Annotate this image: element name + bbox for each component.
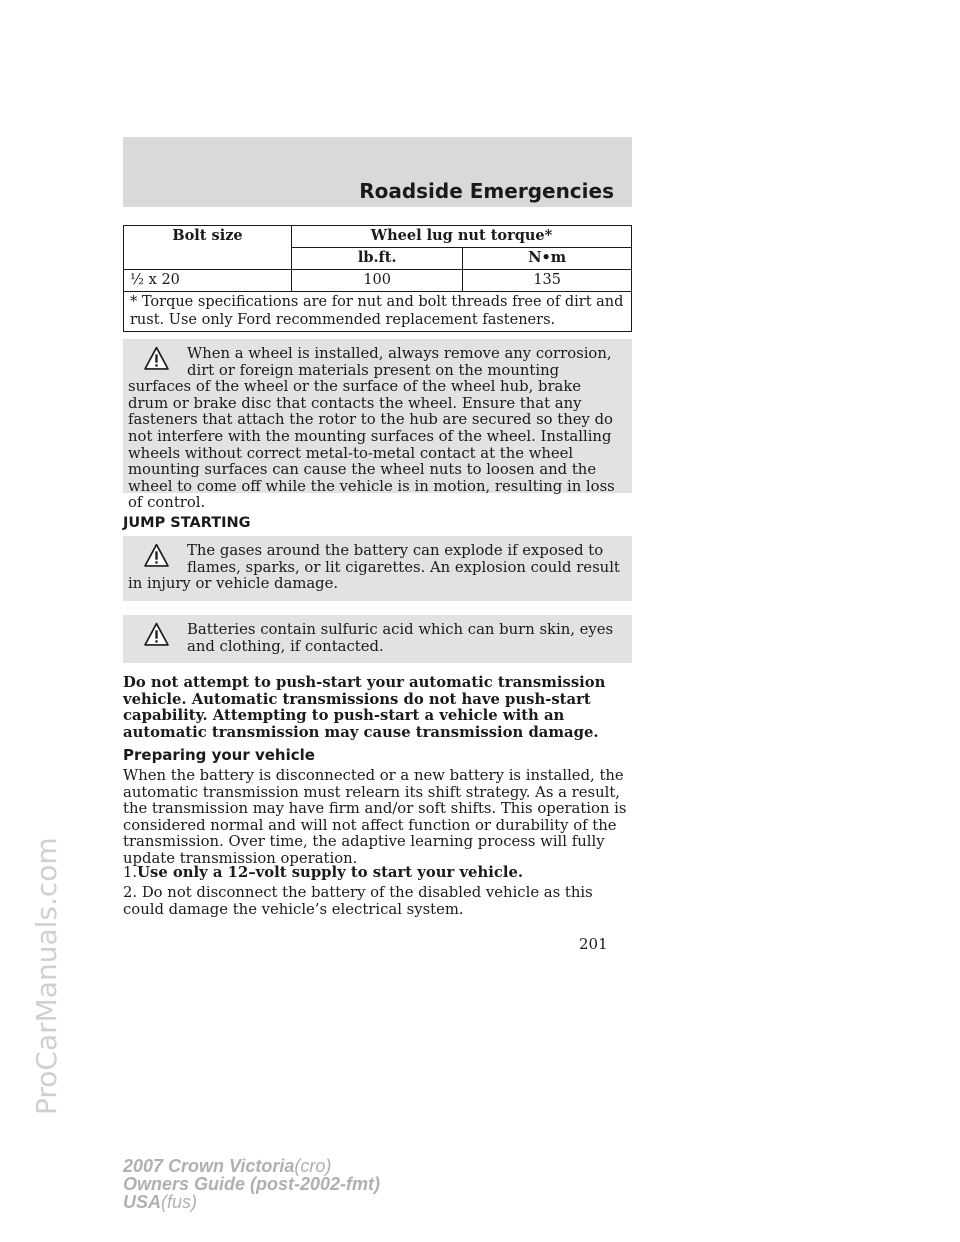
table-header-row [124, 226, 632, 248]
section-header-band [123, 137, 632, 207]
unit-nm: N•m [463, 248, 632, 270]
table-footnote: * Torque specifications are for nut and bolt threads free of dirt and rust. Use only Ford recommended replacement fasteners. [124, 292, 632, 332]
step-1-text: Use only a 12–volt supply to start your vehicle. [137, 864, 524, 881]
torque-nm-value: 135 [463, 270, 632, 292]
unit-lbft: lb.ft. [292, 248, 463, 270]
section-title: Roadside Emergencies [359, 179, 614, 203]
table-row [124, 270, 632, 292]
warning-text: The gases around the battery can explode if exposed to flames, sparks, or lit cigarettes. An explosion could result in injury or vehicle damage. [128, 542, 620, 593]
warning-triangle-icon [144, 543, 169, 568]
bolt-size-value: ½ x 20 [124, 270, 292, 292]
body-paragraph: When the battery is disconnected or a new battery is installed, the automatic transmission must relearn its shift strategy. As a result, the transmission may have firm and/or soft shifts. This operation is considered normal and will not affect function or durability of the transmission. Over time, the adaptive learning process will fully update transmission operation. [123, 767, 627, 867]
warning-box-battery-acid [123, 615, 632, 663]
table-footnote-row [124, 292, 632, 332]
section-heading: JUMP STARTING [123, 515, 251, 531]
warning-triangle-icon [144, 346, 169, 371]
step-2: 2. Do not disconnect the battery of the disabled vehicle as this could damage the vehicle’s electrical system. [123, 884, 593, 918]
step-1 [123, 865, 632, 882]
step-1-number: 1. [123, 864, 138, 881]
warning-box-wheel [123, 339, 632, 512]
col-bolt-size: Bolt size [124, 226, 292, 270]
page-number: 201 [579, 935, 608, 953]
subheading: Preparing your vehicle [123, 746, 315, 764]
col-wheel-torque: Wheel lug nut torque* [292, 226, 632, 248]
warning-triangle-icon [144, 622, 169, 647]
torque-spec-table [123, 225, 632, 332]
warning-text: Batteries contain sulfuric acid which can burn skin, eyes and clothing, if contacted. [187, 621, 614, 655]
footer-line-2: Owners Guide (post-2002-fmt) [123, 1174, 381, 1194]
push-start-notice: Do not attempt to push-start your automatic transmission vehicle. Automatic transmissions do not have push-start capability. Attempting to push-start a vehicle with an automatic transmission may cause transmission damage. [123, 674, 606, 741]
watermark: ProCarManuals.com [30, 837, 63, 1115]
warning-text: When a wheel is installed, always remove any corrosion, dirt or foreign materials present on the mounting surfaces of the wheel or the surface of the wheel hub, brake drum or brake disc that contacts the wheel. Ensure that any fasteners that attach the rotor to the hub are secured so they do not interfere with the mounting surfaces of the wheel. Installing wheels without correct metal-to-metal contact at the wheel mounting surfaces can cause the wheel nuts to loosen and the wheel to come off while the vehicle is in motion, resulting in loss of control. [128, 345, 615, 512]
document-footer [123, 1157, 380, 1211]
footer-line-3: USA(fus) [123, 1192, 198, 1212]
torque-lbft-value: 100 [292, 270, 463, 292]
footer-line-1: 2007 Crown Victoria(cro) [123, 1156, 332, 1176]
warning-box-battery-gases [123, 536, 632, 601]
